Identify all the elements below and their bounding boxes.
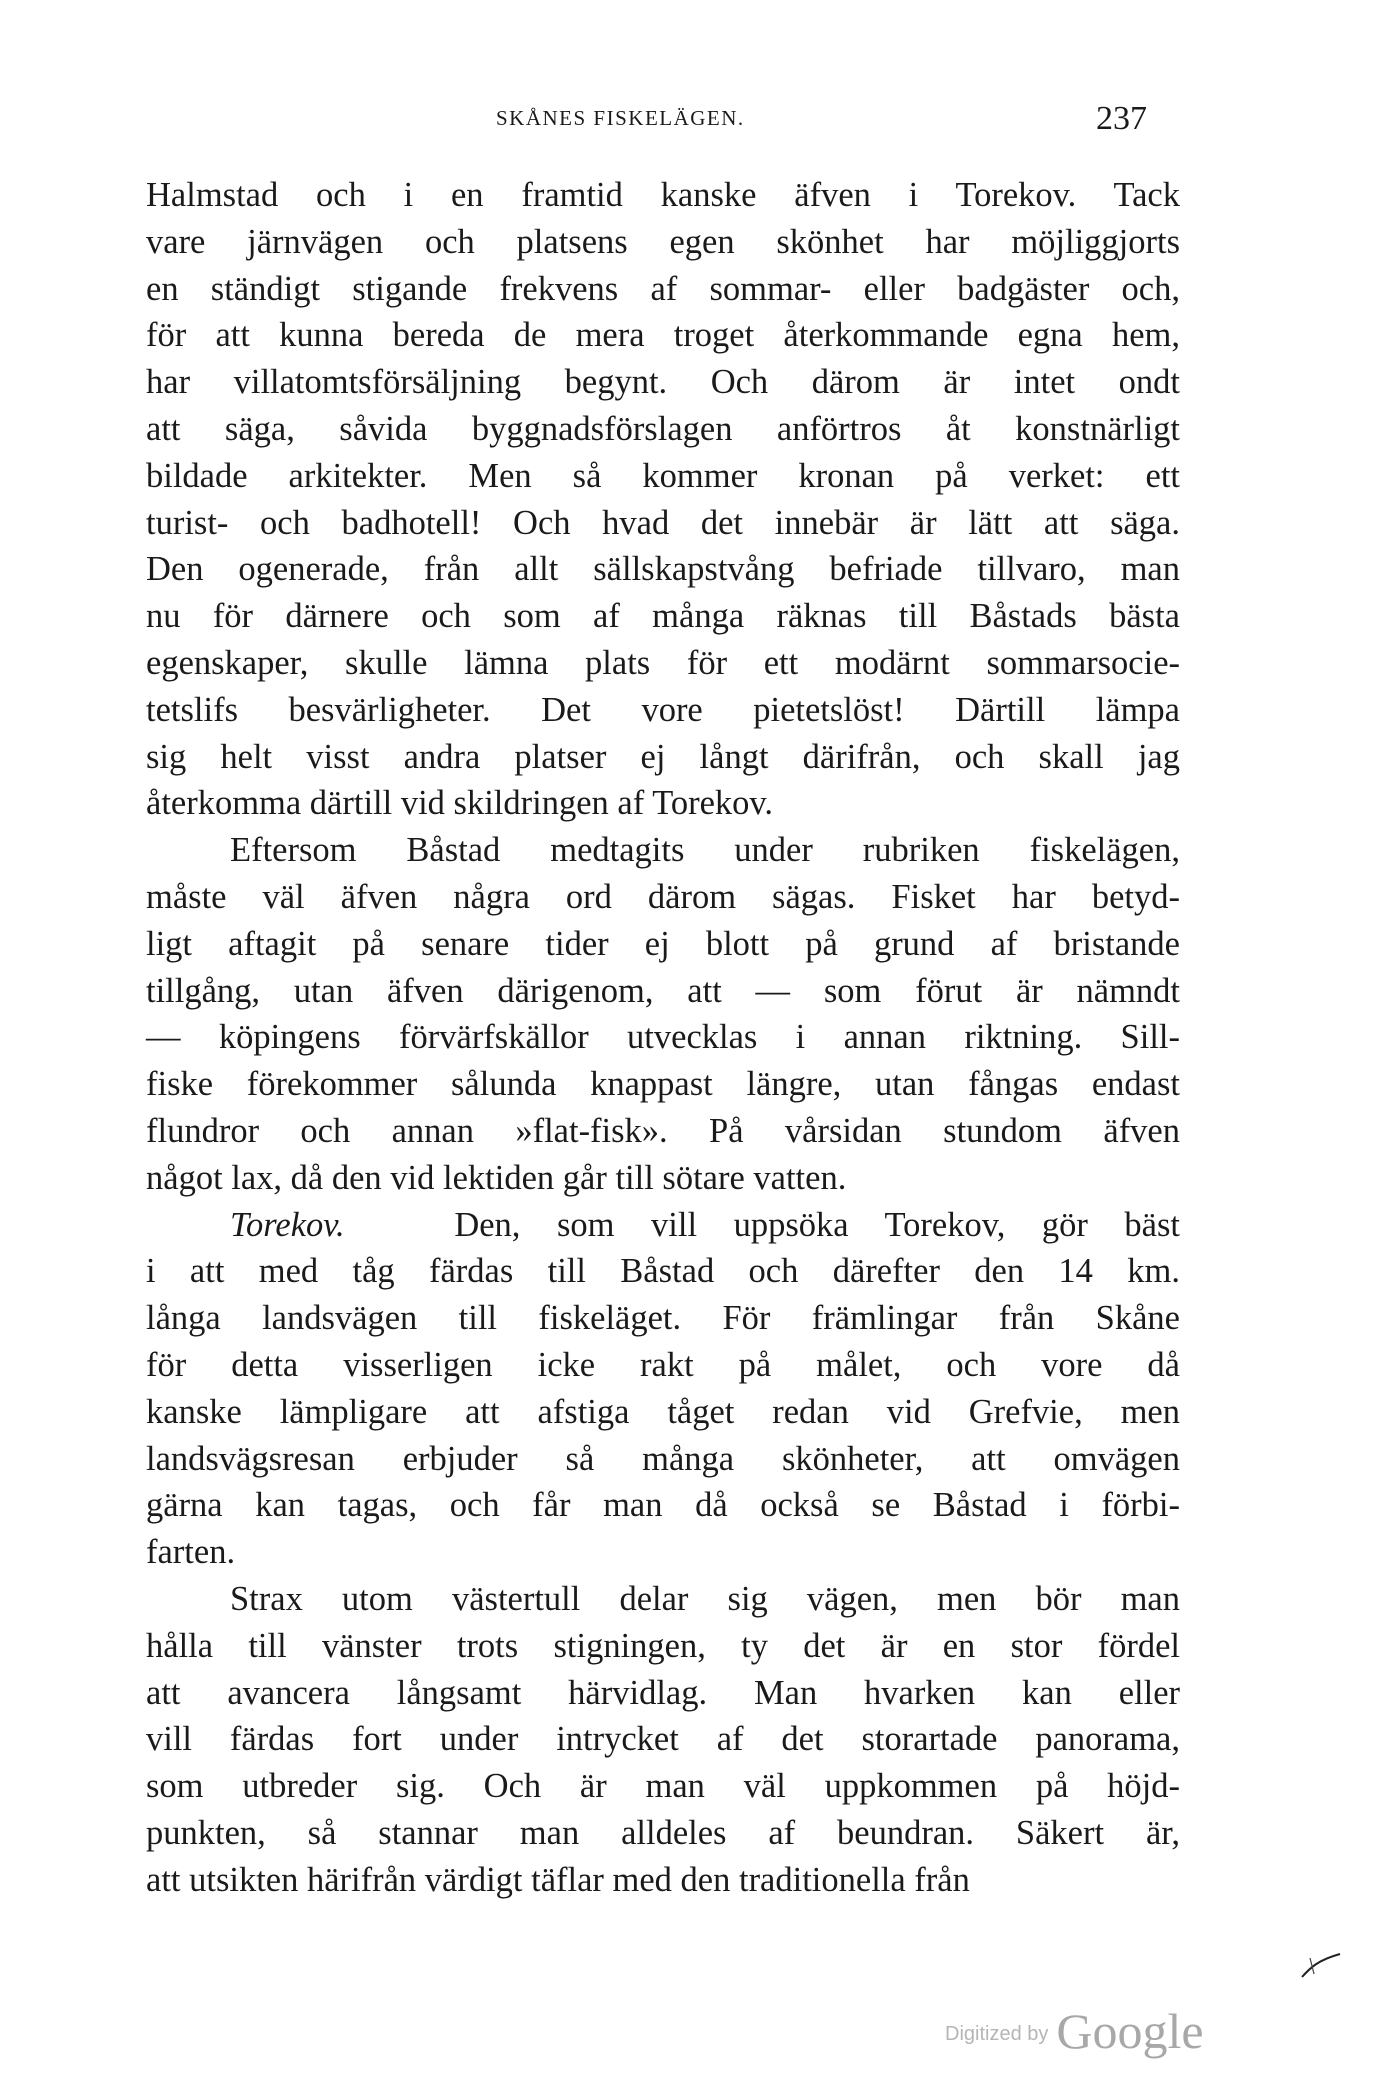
text-line: att säga, såvida byggnadsförslagen anförtros åt konstnärligt — [146, 409, 1180, 448]
running-title: SKÅNES FISKELÄGEN. — [496, 106, 745, 130]
text-line: flundror och annan »flat-fisk». På vårsidan stundom äfven — [146, 1111, 1180, 1150]
text-line: Den, som vill uppsöka Torekov, gör bäst — [454, 1205, 1180, 1244]
text-line: måste väl äfven några ord därom sägas. Fisket har betyd- — [146, 877, 1180, 916]
text-line: återkomma därtill vid skildringen af Torekov. — [146, 784, 774, 823]
text-line: i att med tåg färdas till Båstad och därefter den 14 km. — [146, 1252, 1180, 1291]
text-line: hålla till vänster trots stigningen, ty det är en stor fördel — [146, 1626, 1180, 1665]
text-line: Strax utom västertull delar sig vägen, men bör man — [230, 1579, 1180, 1618]
text-line: något lax, då den vid lektiden går till sötare vatten. — [146, 1158, 847, 1197]
text-line: Den ogenerade, från allt sällskapstvång befriade tillvaro, man — [146, 550, 1180, 589]
text-line: gärna kan tagas, och får man då också se Båstad i förbi- — [146, 1486, 1180, 1525]
text-line: kanske lämpligare att afstiga tåget redan vid Grefvie, men — [146, 1392, 1180, 1431]
text-line: sig helt visst andra platser ej långt därifrån, och skall jag — [146, 737, 1180, 776]
place-name-torekov: Torekov. — [230, 1205, 345, 1244]
text-line: turist- och badhotell! Och hvad det innebär är lätt att säga. — [146, 503, 1180, 542]
text-line: har villatomtsförsäljning begynt. Och därom är intet ondt — [146, 363, 1180, 402]
running-head — [0, 100, 1400, 140]
text-line: att utsikten härifrån värdigt täflar med den traditionella från — [146, 1860, 970, 1899]
text-line: tetslifs besvärligheter. Det vore pietetslöst! Därtill lämpa — [146, 690, 1180, 729]
text-line: punkten, så stannar man alldeles af beundran. Säkert är, — [146, 1813, 1180, 1852]
digitized-by-google-watermark — [945, 2002, 1204, 2062]
text-line: som utbreder sig. Och är man väl uppkommen på höjd- — [146, 1767, 1180, 1806]
page-number: 237 — [1096, 100, 1147, 137]
text-line: Halmstad och i en framtid kanske äfven i Torekov. Tack — [146, 176, 1180, 214]
watermark-prefix: Digitized by — [945, 2023, 1049, 2045]
ink-mark — [1300, 1950, 1344, 1980]
text-line: Eftersom Båstad medtagits under rubriken fiskelägen, — [230, 831, 1180, 870]
torekov-paragraph-first-line — [146, 1202, 1180, 1249]
text-line: egenskaper, skulle lämna plats för ett modärnt sommarsocie- — [146, 643, 1180, 682]
text-line: långa landsvägen till fiskeläget. För främlingar från Skåne — [146, 1299, 1180, 1338]
text-line: en ständigt stigande frekvens af sommar- eller badgäster och, — [146, 269, 1180, 308]
text-line: landsvägsresan erbjuder så många skönheter, att omvägen — [146, 1439, 1180, 1478]
text-line: vill färdas fort under intrycket af det storartade panorama, — [146, 1720, 1180, 1759]
text-line: tillgång, utan äfven därigenom, att — som förut är nämndt — [146, 971, 1180, 1010]
google-logo: Google — [1056, 2003, 1204, 2059]
text-line: bildade arkitekter. Men så kommer kronan på verket: ett — [146, 456, 1180, 495]
text-line: fiske förekommer sålunda knappast längre, utan fångas endast — [146, 1065, 1180, 1104]
text-line: ligt aftagit på senare tider ej blott på grund af bristande — [146, 924, 1180, 963]
text-line: farten. — [146, 1533, 236, 1572]
text-line: att avancera långsamt härvidlag. Man hvarken kan eller — [146, 1673, 1180, 1712]
text-line: — köpingens förvärfskällor utvecklas i annan riktning. Sill- — [146, 1018, 1180, 1057]
body-text — [146, 172, 1180, 1903]
text-line: vare järnvägen och platsens egen skönhet har möjliggjorts — [146, 222, 1180, 261]
text-line: nu för därnere och som af många räknas till Båstads bästa — [146, 597, 1180, 636]
text-line: för att kunna bereda de mera troget återkommande egna hem, — [146, 316, 1180, 355]
text-line: för detta visserligen icke rakt på målet, och vore då — [146, 1345, 1180, 1384]
